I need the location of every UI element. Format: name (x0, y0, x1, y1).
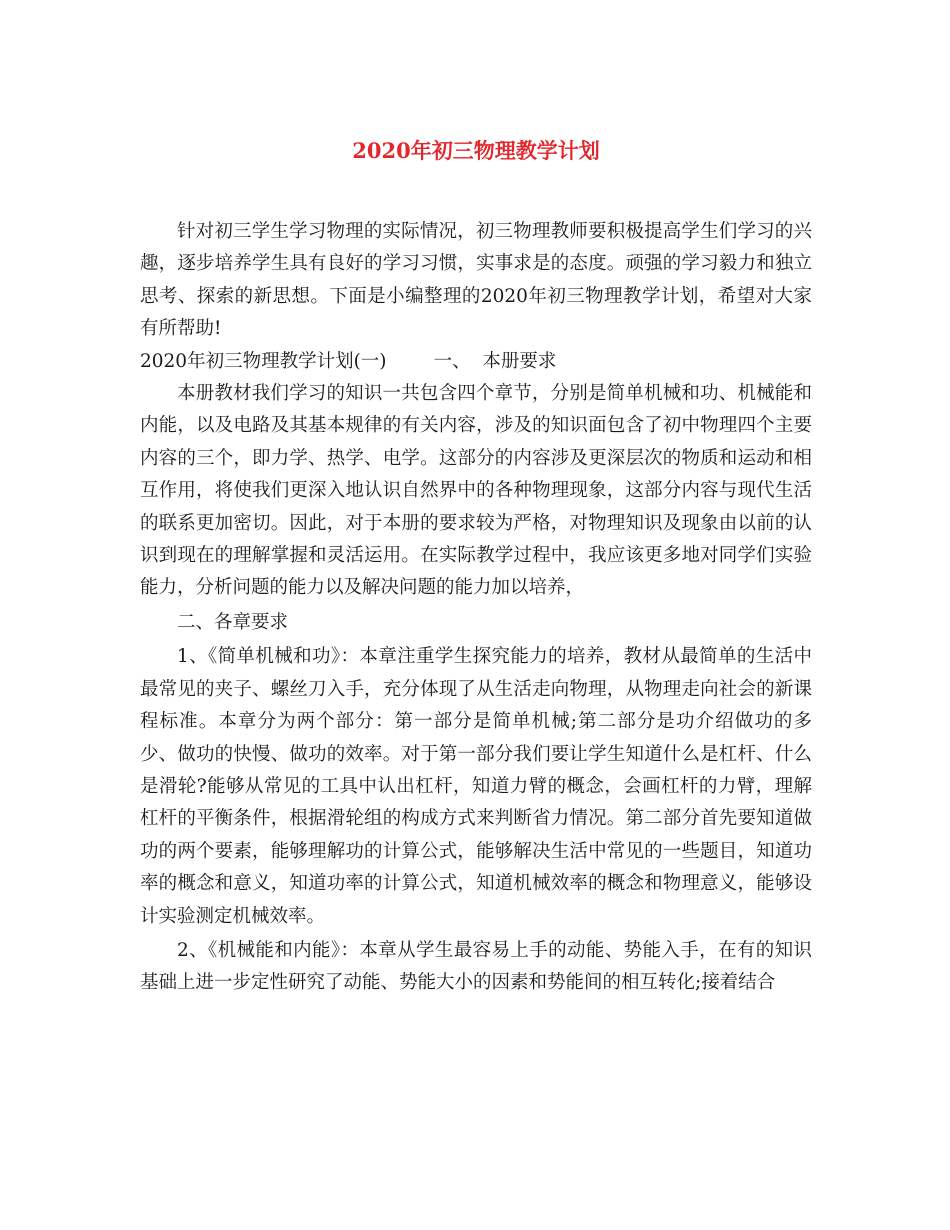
section1-paragraph: 本册教材我们学习的知识一共包含四个章节，分别是简单机械和功、机械能和内能，以及电路及其基本规律的有关内容，涉及的知识面包含了初中物理四个主要内容的三个，即力学、热学、电学。这部分的内容涉及更深层次的物质和运动和相互作用，将使我们更深入地认识自然界中的各种物理现象，这部分内容与现代生活的联系更加密切。因此，对于本册的要求较为严格，对物理知识及现象由以前的认识到现在的理解掌握和灵活运用。在实际教学过程中，我应该更多地对同学们实验能力，分析问题的能力以及解决问题的能力加以培养， (140, 383, 812, 599)
intro-paragraph: 针对初三学生学习物理的实际情况，初三物理教师要积极提高学生们学习的兴趣，逐步培养学生具有良好的学习习惯，实事求是的态度。顽强的学习毅力和独立思考、探索的新思想。下面是小编整理的2020年初三物理教学计划，希望对大家有所帮助! (140, 221, 812, 340)
plan-heading-line (140, 346, 812, 378)
plan-heading: 2020年初三物理教学计划(一) (140, 350, 387, 372)
document-body (140, 216, 812, 1000)
chapter1-paragraph: 1、《简单机械和功》：本章注重学生探究能力的培养，教材从最简单的生活中最常见的夹子、螺丝刀入手，充分体现了从生活走向物理，从物理走向社会的新课程标准。本章分为两个部分：第一部分是简单机械;第二部分是功介绍做功的多少、做功的快慢、做功的效率。对于第一部分我们要让学生知道什么是杠杆、什么是滑轮?能够从常见的工具中认出杠杆，知道力臂的概念，会画杠杆的力臂，理解杠杆的平衡条件，根据滑轮组的构成方式来判断省力情况。第二部分首先要知道做功的两个要素，能够理解功的计算公式，能够解决生活中常见的一些题目，知道功率的概念和意义，知道功率的计算公式，知道机械效率的概念和物理意义，能够设计实验测定机械效率。 (140, 646, 812, 927)
chapter2-paragraph: 2、《机械能和内能》：本章从学生最容易上手的动能、势能入手，在有的知识基础上进一步定性研究了动能、势能大小的因素和势能间的相互转化;接着结合 (140, 939, 812, 994)
document-title: 2020年初三物理教学计划 (352, 138, 600, 163)
section2-heading: 二、各章要求 (177, 611, 289, 633)
section1-heading: 一、 本册要求 (433, 350, 557, 372)
